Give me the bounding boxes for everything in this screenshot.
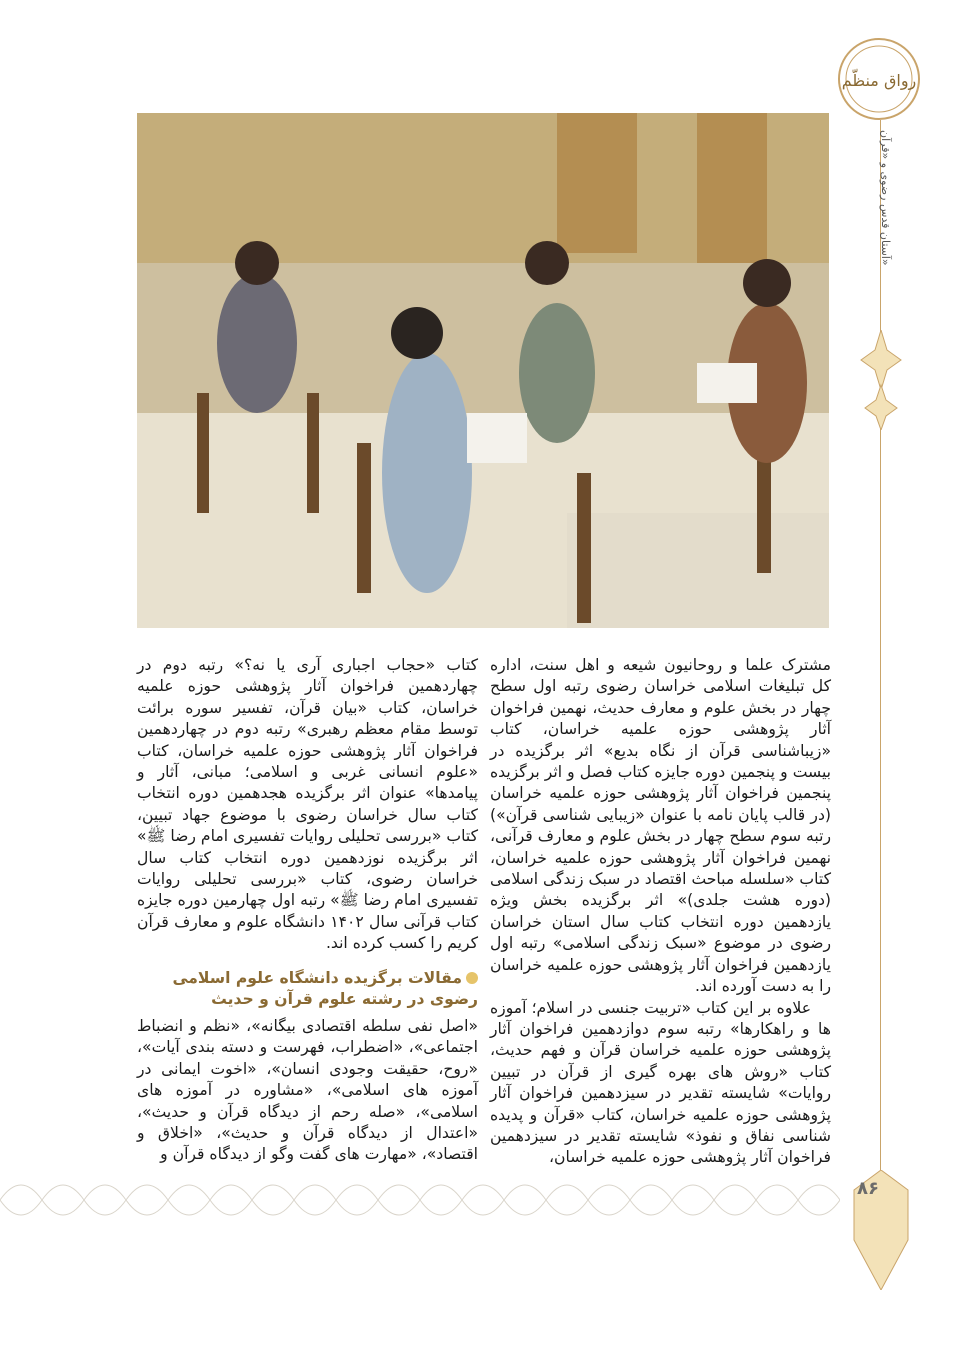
geometric-pattern — [0, 1170, 840, 1230]
ornament-icon — [853, 330, 909, 430]
paragraph: علاوه بر این کتاب «تربیت جنسی در اسلام؛ آموزه ها و راهکارها» رتبه سوم دوازدهمین فراخوان آثار پژوهشی حوزه علمیه خراسان قرآن و فهم حدیث، کتاب «روش های بهره گیری از قرآن در تبیین روایات» شایسته تقدیر در سیزدهمین فراخوان آثار پژوهشی حوزه علمیه خراسان، کتاب «قرآن و پدیده شناسی نفاق و نفوذ» شایسته تقدیر در سیزدهمین فراخوان آثار پژوهشی حوزه علمیه خراسان، — [490, 998, 831, 1167]
section-title: آستان قدس رضوی و «قرآن» — [879, 130, 892, 266]
magazine-title: رواق منظّم — [841, 71, 917, 90]
article-column-right — [490, 655, 831, 1169]
page-number: ۸۶ — [857, 1178, 879, 1199]
magazine-logo — [836, 36, 922, 122]
paragraph: مشترک علما و روحانیون شیعه و اهل سنت، اداره کل تبلیغات اسلامی خراسان رضوی رتبه اول سطح چهار در بخش علوم و معارف حدیث، نهمین فراخوان آثار پژوهشی حوزه علمیه خراسان، کتاب «زیباشناسی قرآن از نگاه بدیع» اثر برگزیده در بیست و پنجمین دوره جایزه کتاب فصل و اثر برگزیده پنجمین فراخوان آثار پژوهشی حوزه علمیه خراسان (در قالب پایان نامه با عنوان «زیبایی شناسی قرآن») رتبه سوم سطح چهار در بخش علوم و معارف قرآنی، نهمین فراخوان آثار پژوهشی حوزه علمیه خراسان، کتاب «سلسله مباحث اقتصاد در سبک زندگی اسلامی (دوره هشت جلدی)» اثر برگزیده بخش ویژه یازدهمین دوره انتخاب کتاب سال استان خراسان رضوی در موضوع «سبک زندگی اسلامی» رتبه اول یازدهمین فراخوان آثار پژوهشی حوزه علمیه خراسان را به دست آورده اند. — [490, 656, 831, 996]
paragraph: کتاب «حجاب اجباری آری یا نه؟» رتبه دوم در چهاردهمین فراخوان آثار پژوهشی حوزه علمیه خراسان، کتاب «بیان قرآن، تفسیر سوره برائت توسط مقام معظم رهبری» رتبه دوم در چهاردهمین فراخوان آثار پژوهشی حوزه علمیه خراسان، کتاب «علوم انسانی غربی و اسلامی؛ مبانی، آثار و پیامدها» عنوان اثر برگزیده هجدهمین دوره انتخاب کتاب سال خراسان رضوی با موضوع جهاد تبیین، کتاب «بررسی تحلیلی روایات تفسیری امام رضا ﷺ» اثر برگزیده نوزدهمین دوره انتخاب کتاب سال خراسان رضوی، کتاب «بررسی تحلیلی روایات تفسیری امام رضا ﷺ» رتبه اول چهارمین دوره جایزه کتاب قرآنی سال ۱۴۰۲ دانشگاه علوم و معارف قرآن کریم را کسب کرده اند. — [137, 656, 478, 953]
exam-photo — [137, 113, 829, 628]
section-heading-text: مقالات برگزیده دانشگاه علوم اسلامی رضوی در رشته علوم قرآن و حدیث — [172, 969, 478, 1008]
article-column-left-continued — [137, 1016, 478, 1166]
article-column-left — [137, 655, 478, 955]
paragraph: «اصل نفی سلطه اقتصادی بیگانه»، «نظم و انضباط اجتماعی»، «اضطراب، فهرست و دسته بندی آیات»، «روح، حقیقت وجودی انسان»، «اخوت ایمانی در آموزه های اسلامی»، «مشاوره در آموزه های اسلامی»، «صله رحم از دیدگاه قرآن و حدیث»، «اعتدال از دیدگاه قرآن و حدیث»، «اخلاق و اقتصاد»، «مهارت های گفت وگو از دیدگاه قرآن و — [137, 1017, 478, 1164]
section-heading — [137, 968, 478, 1010]
bullet-icon — [466, 972, 478, 984]
